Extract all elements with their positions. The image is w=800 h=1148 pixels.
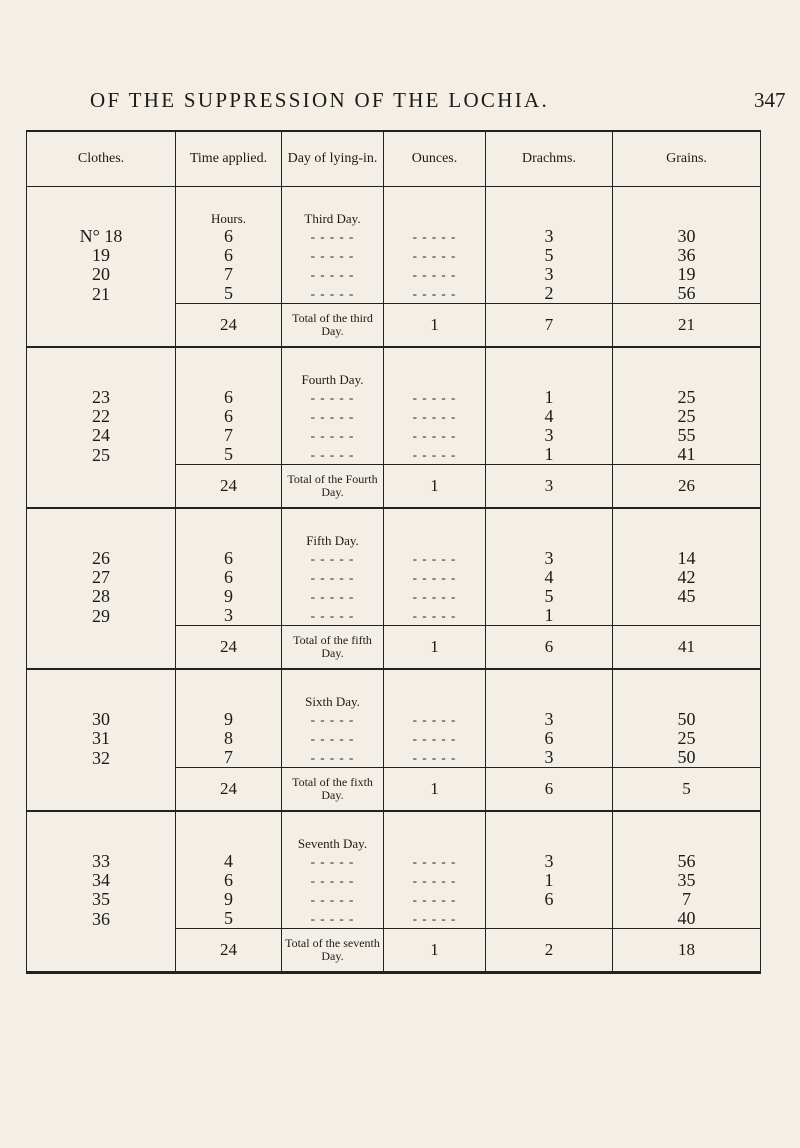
table-row (27, 265, 761, 284)
ditto-mark-ounces: - - - - - (384, 568, 486, 587)
drachms-value: 3 (486, 748, 613, 768)
total-hours: 24 (176, 304, 282, 348)
clothes-number: 19 (27, 246, 176, 265)
time-unit-label (176, 347, 282, 388)
ditto-mark-day: - - - - - (282, 246, 384, 265)
ditto-mark-ounces: - - - - - (384, 388, 486, 407)
table-body (27, 187, 761, 973)
clothes-number: 25 (27, 445, 176, 465)
time-applied: 3 (176, 606, 282, 626)
day-total-row (27, 768, 761, 812)
day-label-cell-clothes (27, 811, 176, 852)
day-label-cell-drachms (486, 187, 613, 228)
column-header-clothes: Clothes. (27, 131, 176, 187)
total-grains: 26 (613, 465, 761, 509)
day-label: Seventh Day. (282, 811, 384, 852)
column-header-ounces: Ounces. (384, 131, 486, 187)
clothes-number: 30 (27, 710, 176, 729)
lochia-table (26, 130, 760, 974)
table-row (27, 909, 761, 929)
table-row (27, 710, 761, 729)
total-label: Total of the fixth Day. (282, 768, 384, 812)
day-label-cell-grains (613, 347, 761, 388)
total-cell-clothes (27, 929, 176, 973)
day-label-cell-clothes (27, 187, 176, 228)
total-ounces: 1 (384, 465, 486, 509)
total-cell-clothes (27, 768, 176, 812)
time-applied: 6 (176, 388, 282, 407)
time-unit-label (176, 811, 282, 852)
day-label-cell-drachms (486, 811, 613, 852)
day-label-cell-ounces (384, 811, 486, 852)
time-applied: 6 (176, 407, 282, 426)
running-title: OF THE SUPPRESSION OF THE LOCHIA. (90, 88, 550, 112)
drachms-value: 3 (486, 549, 613, 568)
time-applied: 5 (176, 445, 282, 465)
drachms-value: 6 (486, 890, 613, 909)
grains-value: 50 (613, 710, 761, 729)
day-label-row (27, 187, 761, 228)
ditto-mark-ounces: - - - - - (384, 407, 486, 426)
ditto-mark-day: - - - - - (282, 606, 384, 626)
day-label-cell-grains (613, 669, 761, 710)
total-drachms: 6 (486, 626, 613, 670)
time-unit-label (176, 508, 282, 549)
page-number: 347 (754, 88, 786, 112)
time-unit-label (176, 669, 282, 710)
grains-value: 36 (613, 246, 761, 265)
total-label: Total of the seventh Day. (282, 929, 384, 973)
day-label: Third Day. (282, 187, 384, 228)
grains-value: 25 (613, 729, 761, 748)
total-drachms: 6 (486, 768, 613, 812)
total-cell-clothes (27, 626, 176, 670)
table-row (27, 852, 761, 871)
total-drachms: 2 (486, 929, 613, 973)
column-header-time-applied: Time applied. (176, 131, 282, 187)
clothes-number: 23 (27, 388, 176, 407)
day-label-cell-drachms (486, 347, 613, 388)
total-cell-clothes (27, 304, 176, 348)
table-row (27, 246, 761, 265)
day-label-cell-ounces (384, 508, 486, 549)
drachms-value: 5 (486, 246, 613, 265)
table-row (27, 568, 761, 587)
total-grains: 5 (613, 768, 761, 812)
clothes-number: 34 (27, 871, 176, 890)
ditto-mark-day: - - - - - (282, 710, 384, 729)
total-ounces: 1 (384, 304, 486, 348)
ditto-mark-ounces: - - - - - (384, 549, 486, 568)
table-row (27, 549, 761, 568)
clothes-number: 29 (27, 606, 176, 626)
day-label-row (27, 669, 761, 710)
grains-value: 30 (613, 227, 761, 246)
grains-value: 42 (613, 568, 761, 587)
day-label-cell-ounces (384, 669, 486, 710)
ditto-mark-day: - - - - - (282, 388, 384, 407)
day-label-cell-grains (613, 187, 761, 228)
day-label: Sixth Day. (282, 669, 384, 710)
total-grains: 21 (613, 304, 761, 348)
day-label-cell-clothes (27, 669, 176, 710)
clothes-number: 22 (27, 407, 176, 426)
ditto-mark-ounces: - - - - - (384, 426, 486, 445)
ditto-mark-day: - - - - - (282, 890, 384, 909)
ditto-mark-ounces: - - - - - (384, 890, 486, 909)
time-applied: 4 (176, 852, 282, 871)
time-applied: 9 (176, 587, 282, 606)
grains-value: 35 (613, 871, 761, 890)
day-label-cell-drachms (486, 669, 613, 710)
total-hours: 24 (176, 768, 282, 812)
time-applied: 6 (176, 227, 282, 246)
ditto-mark-day: - - - - - (282, 426, 384, 445)
ditto-mark-ounces: - - - - - (384, 748, 486, 768)
grains-value: 25 (613, 388, 761, 407)
total-hours: 24 (176, 626, 282, 670)
table-header-row (27, 131, 761, 187)
day-total-row (27, 465, 761, 509)
clothes-number: 28 (27, 587, 176, 606)
grains-value: 45 (613, 587, 761, 606)
day-label-cell-grains (613, 508, 761, 549)
day-label: Fifth Day. (282, 508, 384, 549)
time-applied: 7 (176, 426, 282, 445)
ditto-mark-day: - - - - - (282, 871, 384, 890)
grains-value: 7 (613, 890, 761, 909)
table-row (27, 227, 761, 246)
clothes-number: 20 (27, 265, 176, 284)
clothes-number: 33 (27, 852, 176, 871)
grains-value (613, 606, 761, 626)
time-applied: 5 (176, 909, 282, 929)
total-drachms: 3 (486, 465, 613, 509)
grains-value: 19 (613, 265, 761, 284)
ditto-mark-day: - - - - - (282, 748, 384, 768)
ditto-mark-day: - - - - - (282, 445, 384, 465)
day-label: Fourth Day. (282, 347, 384, 388)
ditto-mark-day: - - - - - (282, 549, 384, 568)
table-row (27, 388, 761, 407)
ditto-mark-ounces: - - - - - (384, 284, 486, 304)
total-grains: 18 (613, 929, 761, 973)
clothes-number: N° 18 (27, 227, 176, 246)
ditto-mark-day: - - - - - (282, 227, 384, 246)
clothes-number: 27 (27, 568, 176, 587)
total-ounces: 1 (384, 929, 486, 973)
time-unit-label: Hours. (176, 187, 282, 228)
total-ounces: 1 (384, 768, 486, 812)
drachms-value: 4 (486, 407, 613, 426)
clothes-number: 21 (27, 284, 176, 304)
total-ounces: 1 (384, 626, 486, 670)
table-row (27, 606, 761, 626)
clothes-number: 35 (27, 890, 176, 909)
time-applied: 6 (176, 568, 282, 587)
time-applied: 7 (176, 748, 282, 768)
drachms-value: 3 (486, 227, 613, 246)
drachms-value: 3 (486, 710, 613, 729)
grains-value: 25 (613, 407, 761, 426)
day-label-row (27, 347, 761, 388)
table-row (27, 587, 761, 606)
column-header-grains: Grains. (613, 131, 761, 187)
drachms-value: 1 (486, 445, 613, 465)
drachms-value: 3 (486, 265, 613, 284)
clothes-number: 36 (27, 909, 176, 929)
ditto-mark-ounces: - - - - - (384, 265, 486, 284)
table-row (27, 426, 761, 445)
ditto-mark-day: - - - - - (282, 284, 384, 304)
day-total-row (27, 626, 761, 670)
clothes-number: 32 (27, 748, 176, 768)
table-row (27, 890, 761, 909)
time-applied: 5 (176, 284, 282, 304)
drachms-value: 4 (486, 568, 613, 587)
day-label-row (27, 811, 761, 852)
day-label-cell-ounces (384, 187, 486, 228)
grains-value: 40 (613, 909, 761, 929)
ditto-mark-day: - - - - - (282, 909, 384, 929)
day-label-cell-drachms (486, 508, 613, 549)
table-row (27, 748, 761, 768)
grains-value: 14 (613, 549, 761, 568)
time-applied: 9 (176, 890, 282, 909)
day-total-row (27, 929, 761, 973)
time-applied: 6 (176, 549, 282, 568)
time-applied: 9 (176, 710, 282, 729)
column-header-drachms: Drachms. (486, 131, 613, 187)
total-drachms: 7 (486, 304, 613, 348)
drachms-value: 1 (486, 388, 613, 407)
ditto-mark-day: - - - - - (282, 587, 384, 606)
day-label-cell-clothes (27, 508, 176, 549)
time-applied: 6 (176, 871, 282, 890)
drachms-value: 3 (486, 426, 613, 445)
day-label-row (27, 508, 761, 549)
grains-value: 41 (613, 445, 761, 465)
total-hours: 24 (176, 929, 282, 973)
day-total-row (27, 304, 761, 348)
drachms-value: 3 (486, 852, 613, 871)
drachms-value: 6 (486, 729, 613, 748)
drachms-value: 1 (486, 871, 613, 890)
grains-value: 56 (613, 852, 761, 871)
grains-value: 56 (613, 284, 761, 304)
day-label-cell-ounces (384, 347, 486, 388)
drachms-value: 1 (486, 606, 613, 626)
time-applied: 7 (176, 265, 282, 284)
ditto-mark-day: - - - - - (282, 852, 384, 871)
ditto-mark-ounces: - - - - - (384, 246, 486, 265)
clothes-number: 31 (27, 729, 176, 748)
table-row (27, 729, 761, 748)
time-applied: 8 (176, 729, 282, 748)
page-header (0, 78, 800, 118)
ditto-mark-ounces: - - - - - (384, 606, 486, 626)
ditto-mark-ounces: - - - - - (384, 729, 486, 748)
table-row (27, 284, 761, 304)
total-cell-clothes (27, 465, 176, 509)
grains-value: 50 (613, 748, 761, 768)
drachms-value (486, 909, 613, 929)
total-grains: 41 (613, 626, 761, 670)
drachms-value: 2 (486, 284, 613, 304)
total-label: Total of the Fourth Day. (282, 465, 384, 509)
day-label-cell-clothes (27, 347, 176, 388)
ditto-mark-day: - - - - - (282, 568, 384, 587)
drachms-value: 5 (486, 587, 613, 606)
ditto-mark-ounces: - - - - - (384, 710, 486, 729)
column-header-day-of-lying-in: Day of lying-in. (282, 131, 384, 187)
ditto-mark-ounces: - - - - - (384, 227, 486, 246)
total-label: Total of the third Day. (282, 304, 384, 348)
total-label: Total of the fifth Day. (282, 626, 384, 670)
table-row (27, 871, 761, 890)
clothes-number: 24 (27, 426, 176, 445)
ditto-mark-ounces: - - - - - (384, 909, 486, 929)
clothes-number: 26 (27, 549, 176, 568)
ditto-mark-ounces: - - - - - (384, 587, 486, 606)
ditto-mark-day: - - - - - (282, 729, 384, 748)
ditto-mark-day: - - - - - (282, 407, 384, 426)
table-row (27, 407, 761, 426)
time-applied: 6 (176, 246, 282, 265)
ditto-mark-ounces: - - - - - (384, 445, 486, 465)
total-hours: 24 (176, 465, 282, 509)
ditto-mark-day: - - - - - (282, 265, 384, 284)
day-label-cell-grains (613, 811, 761, 852)
grains-value: 55 (613, 426, 761, 445)
ditto-mark-ounces: - - - - - (384, 871, 486, 890)
table-row (27, 445, 761, 465)
ditto-mark-ounces: - - - - - (384, 852, 486, 871)
